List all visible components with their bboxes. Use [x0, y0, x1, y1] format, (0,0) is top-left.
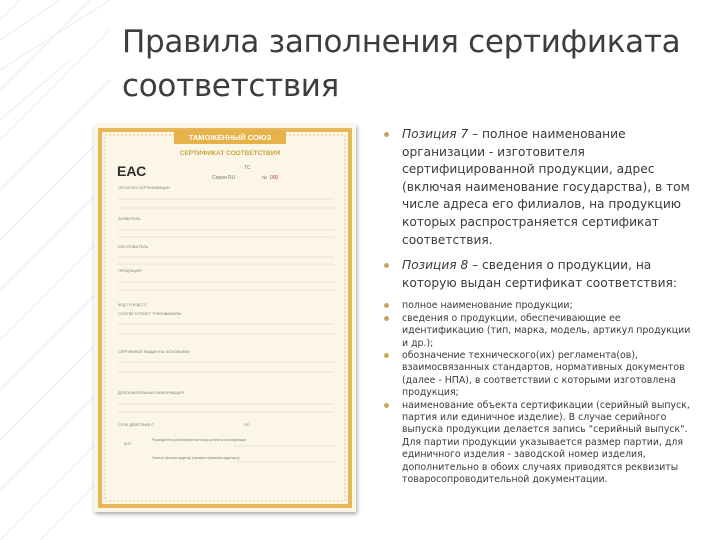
bullet-icon	[384, 316, 389, 321]
cert-label: М.П.	[124, 442, 133, 446]
bullet-icon	[384, 263, 389, 268]
cert-until: ПО	[244, 423, 250, 427]
cert-label: КОД ТН ВЭД ТС	[118, 303, 147, 307]
bullet-icon	[384, 353, 389, 358]
cert-label: СРОК ДЕЙСТВИЯ С	[118, 423, 154, 427]
cert-header: ТАМОЖЕННЫЙ СОЮЗ	[188, 133, 272, 142]
eac-mark: ЕАС	[117, 163, 147, 179]
subitem-text: обозначение технического(их) регламента(ов), взаимосвязанных стандартов, нормативных документов (далее - НПА), в соответствии с которыми изготовлена продукция;	[402, 349, 685, 399]
cert-label: ИЗГОТОВИТЕЛЬ	[118, 245, 149, 249]
cert-label: СЕРТИФИКАТ ВЫДАН НА ОСНОВАНИИ	[118, 350, 190, 354]
page-title: Правила заполнения сертификата соответствия	[122, 24, 681, 104]
cert-label: ОРГАН ПО СЕРТИФИКАЦИИ	[118, 186, 170, 190]
cert-number-prefix: №	[262, 175, 268, 181]
subitem-text: полное наименование продукции;	[402, 300, 573, 312]
cert-label: ДОПОЛНИТЕЛЬНАЯ ИНФОРМАЦИЯ	[118, 391, 184, 395]
sub-list-item	[384, 313, 694, 350]
list-item	[384, 257, 694, 292]
bullet-list	[384, 126, 694, 486]
cert-sign-expert: Эксперт (эксперт-аудитор) (эксперты (эксперты-аудиторы))	[152, 456, 240, 460]
bullet-icon	[384, 403, 389, 408]
subitem-text: сведения о продукции, обеспечивающие ее идентификацию (тип, марка, модель, артикул продукции и др.);	[402, 312, 691, 349]
certificate-image	[94, 124, 356, 512]
cert-series: Серия RU	[212, 175, 236, 181]
item-prefix: Позиция 7	[402, 127, 469, 141]
cert-sign-head: Руководитель (уполномоченное лицо) органа по сертификации	[152, 438, 246, 442]
item-text: – полное наименование организации - изготовителя сертифицированной продукции, адрес (включая наименование государства), в том числе адреса его филиалов, на продукцию которых распространяется сертификат соответствия.	[402, 127, 690, 247]
item-text: – сведения о продукции, на которую выдан сертификат соответствия:	[402, 258, 677, 290]
list-item	[384, 126, 694, 249]
cert-label: СООТВЕТСТВУЕТ ТРЕБОВАНИЯМ	[118, 312, 182, 316]
bullet-icon	[384, 132, 389, 137]
cert-code: ТС	[244, 165, 251, 171]
sub-list-item	[384, 300, 694, 312]
cert-label: ПРОДУКЦИЯ	[118, 269, 142, 273]
sub-list-item	[384, 400, 694, 487]
cert-subheader: СЕРТИФИКАТ СООТВЕТСТВИЯ	[179, 150, 281, 157]
bullet-icon	[384, 303, 389, 308]
sub-list-item	[384, 350, 694, 400]
cert-label: ЗАЯВИТЕЛЬ	[118, 217, 141, 221]
cert-number: 000	[270, 175, 279, 181]
subitem-text: наименование объекта сертификации (серийный выпуск, партия или единичное изделие). В случае серийного выпуска продукции делается запись "серийный выпуск". Для партии продукции указывается размер партии, для единичного изделия - заводской номер изделия, дополнительно в обоих случаях приводятся реквизиты товаросопроводительной документации.	[402, 399, 690, 486]
item-prefix: Позиция 8	[402, 258, 469, 273]
